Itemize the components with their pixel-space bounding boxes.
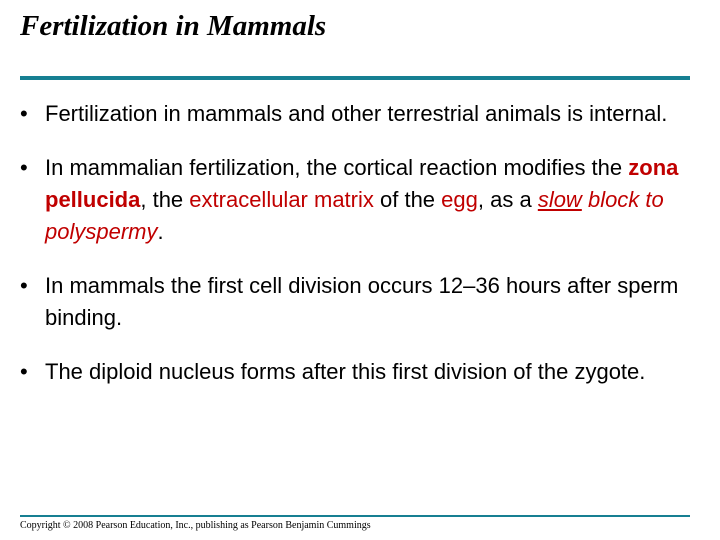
bullet-dot: • <box>20 155 28 180</box>
copyright-footer: Copyright © 2008 Pearson Education, Inc., publishing as Pearson Benjamin Cummings <box>20 520 371 531</box>
title-divider <box>20 76 690 80</box>
bullet-text: The diploid nucleus forms after this first division of the zygote. <box>45 359 646 384</box>
bullet-dot: • <box>20 359 28 384</box>
bullet-item <box>20 356 700 388</box>
text-segment: . <box>157 219 164 244</box>
text-segment: In mammalian fertilization, the cortical reaction modifies the <box>45 155 629 180</box>
bullet-list <box>20 98 700 388</box>
slide-title: Fertilization in Mammals <box>20 10 327 42</box>
bullet-item <box>20 152 700 248</box>
bullet-dot: • <box>20 101 28 126</box>
term-slow: slow <box>537 187 582 212</box>
text-segment: , the <box>140 187 190 212</box>
footer-divider <box>20 515 690 517</box>
bullet-dot: • <box>20 273 28 298</box>
bullet-text: Fertilization in mammals and other terrestrial animals is internal. <box>45 101 668 126</box>
bullet-item <box>20 270 700 334</box>
term-zona-pellucida: zona pellucida <box>45 155 679 212</box>
text-segment: , as a <box>477 187 538 212</box>
text-segment: of the <box>373 187 442 212</box>
bullet-text <box>45 155 678 244</box>
bullet-text: In mammals the first cell division occurs 12–36 hours after sperm binding. <box>45 273 679 330</box>
term-extracellular-matrix: extracellular matrix <box>189 187 374 212</box>
term-block-to-polyspermy: block to polyspermy <box>45 187 664 244</box>
term-egg: egg <box>441 187 478 212</box>
bullet-item <box>20 98 700 130</box>
